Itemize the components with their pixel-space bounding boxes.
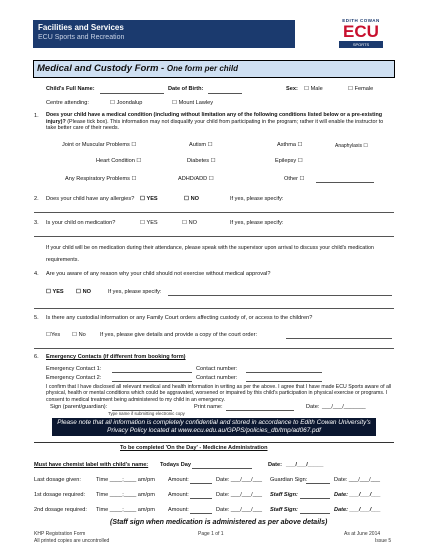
sign-date-label: Date: xyxy=(306,404,320,410)
cond-anaphylaxis[interactable]: Anaphylaxis ☐ xyxy=(335,143,368,149)
dosage-row-2nd-sign-field[interactable] xyxy=(300,513,330,514)
q4-no-checkbox[interactable]: ☐ NO xyxy=(76,289,91,295)
cond-diabetes[interactable]: Diabetes ☐ xyxy=(187,158,216,164)
q4-number: 4. xyxy=(34,271,39,277)
footer-page: Page 1 of 1 xyxy=(198,531,224,537)
contact1-number-label: Contact number: xyxy=(196,366,238,372)
q5-specify-field[interactable] xyxy=(286,338,392,339)
q1-text-bold: Does your child have a medical condition (including without limitation any of the following conditions listed below or a pre-existing injury)? xyxy=(46,112,383,125)
q6-number: 6. xyxy=(34,354,39,360)
cond-epilepsy[interactable]: Epilepsy ☐ xyxy=(275,158,303,164)
dosage-row-last-date[interactable]: Date: ___/___/___ xyxy=(216,477,263,483)
dosage-row-last-time[interactable]: Time ____:____ am/pm xyxy=(96,477,155,483)
dosage-row-last-sign-date[interactable]: Date: ___/___/___ xyxy=(334,477,381,483)
medication-heading: To be completed 'On the Day' - Medicine Administration xyxy=(120,445,268,451)
cond-adhd[interactable]: ADHD/ADD ☐ xyxy=(178,176,214,182)
dosage-row-1st-sign-field[interactable] xyxy=(300,498,330,499)
dosage-row-last-label: Last dosage given: xyxy=(34,477,81,483)
logo-top-text: EDITH COWAN xyxy=(342,18,380,23)
cond-asthma[interactable]: Asthma ☐ xyxy=(277,142,303,148)
org-name: Facilities and Services xyxy=(38,23,124,32)
sign-label: Sign (parent/guardian): xyxy=(50,404,108,410)
logo-bot-text: SPORTS xyxy=(339,41,383,48)
dosage-row-last-amount: Amount: xyxy=(168,477,189,483)
cond-heart[interactable]: Heart Condition ☐ xyxy=(96,158,142,164)
dob-field[interactable] xyxy=(208,93,242,94)
q4-yes-checkbox[interactable]: ☐ YES xyxy=(46,289,64,295)
dosage-row-last-sign: Guardian Sign: xyxy=(270,477,308,483)
contact1-field[interactable] xyxy=(112,372,192,373)
footer-form-name: KHP Registration Form xyxy=(34,531,86,537)
dosage-row-1st-time[interactable]: Time ____:____ am/pm xyxy=(96,492,155,498)
dosage-row-2nd-amount: Amount: xyxy=(168,507,189,513)
dosage-row-1st-label: 1st dosage required: xyxy=(34,492,85,498)
dosage-row-2nd-time[interactable]: Time ____:____ am/pm xyxy=(96,507,155,513)
q5-text: Is there any custodial information or any Family Court orders affecting custody of, or access to the children? xyxy=(46,315,313,321)
today-field[interactable] xyxy=(192,468,252,469)
dosage-row-2nd-label: 2nd dosage required: xyxy=(34,507,87,513)
footer-date: As at June 2014 xyxy=(344,531,381,537)
joondalup-checkbox[interactable]: ☐ Joondalup xyxy=(110,100,143,106)
dosage-row-2nd-sign-date[interactable]: Date: ___/___/___ xyxy=(334,507,381,513)
mount-lawley-checkbox[interactable]: ☐ Mount Lawley xyxy=(172,100,214,106)
q3-specify-field[interactable] xyxy=(34,236,394,237)
consent-text: I confirm that I have disclosed all relevant medical and health information in writing as per the above. I agree that I have made ECU Sports aware of all physical, health or mental conditions which could be aggravated, worsened or impaired by this child's participation in physical exercise or programs. I consent to medical treatment being administered to my child in an emergency. xyxy=(46,384,392,403)
q4-specify-field-2[interactable] xyxy=(34,308,394,309)
q5-no-checkbox[interactable]: ☐ No xyxy=(72,332,86,338)
dosage-row-last-sign-field[interactable] xyxy=(306,483,330,484)
sign-date-field[interactable]: ___/___/_______ xyxy=(322,404,366,410)
q5-specify-field-2[interactable] xyxy=(34,348,394,349)
q2-specify-field[interactable] xyxy=(34,212,394,213)
child-name-label: Child's Full Name: xyxy=(46,86,95,92)
dosage-row-1st-sign-date[interactable]: Date: ___/___/___ xyxy=(334,492,381,498)
dosage-row-1st-amount-field[interactable] xyxy=(190,498,212,499)
typed-name-note: Type name if submitting electronic copy xyxy=(108,411,185,416)
cond-joint[interactable]: Joint or Muscular Problems ☐ xyxy=(62,142,137,148)
q3-specify-label: If yes, please specify: xyxy=(230,220,284,226)
dosage-row-2nd-sign: Staff Sign: xyxy=(270,507,298,513)
q1-number: 1. xyxy=(34,113,39,119)
dosage-row-2nd-date[interactable]: Date: ___/___/___ xyxy=(216,507,263,513)
q5-number: 5. xyxy=(34,315,39,321)
footer-issue: Issue 5 xyxy=(375,538,392,544)
sex-label: Sex: xyxy=(286,86,298,92)
child-name-field[interactable] xyxy=(100,93,164,94)
q6-heading: Emergency Contacts (if different from booking form) xyxy=(46,354,186,360)
chemist-label: Must have chemist label with child's name: xyxy=(34,462,149,468)
footer-uncontrolled: All printed copies are uncontrolled xyxy=(34,538,110,544)
divider xyxy=(34,442,394,443)
page-title xyxy=(37,63,238,74)
dob-label: Date of Birth: xyxy=(168,86,204,92)
privacy-notice-text: Please note that all information is completely confidential and stored in accordance to Edith Cowan University's Privacy Policy located at www.ecu.edu.au/GPPS/policies_db/tmp/ad067.pdf xyxy=(57,419,371,434)
q3-number: 3. xyxy=(34,220,39,226)
logo-mid-text: ECU xyxy=(343,22,379,41)
contact2-label: Emergency Contact 2: xyxy=(46,375,102,381)
contact2-field[interactable] xyxy=(112,381,192,382)
print-name-label: Print name: xyxy=(194,404,223,410)
dosage-row-1st-date[interactable]: Date: ___/___/___ xyxy=(216,492,263,498)
q2-text: Does your child have any allergies? xyxy=(46,196,135,202)
q1-text-rest: (Please tick box). This information may not disqualify your child from participating in the program; rather it will enable the instructor to take better care of their needs. xyxy=(46,118,384,132)
q3-text: Is your child on medication? xyxy=(46,220,116,226)
female-checkbox[interactable]: ☐ Female xyxy=(348,86,374,92)
contact2-number-label: Contact number: xyxy=(196,375,238,381)
ecu-logo xyxy=(331,18,391,56)
q4-text: Are you aware of any reason why your child should not exercise without medical approval? xyxy=(46,271,271,277)
title-main: Medical and Custody Form - xyxy=(37,63,167,74)
male-checkbox[interactable]: ☐ Male xyxy=(304,86,323,92)
q3-no-checkbox[interactable]: ☐ NO xyxy=(182,220,197,226)
q5-yes-checkbox[interactable]: ☐Yes xyxy=(46,332,61,338)
q2-specify-label: If yes, please specify: xyxy=(230,196,284,202)
title-sub: One form per child xyxy=(166,64,238,73)
contact1-label: Emergency Contact 1: xyxy=(46,366,102,372)
dosage-row-2nd-amount-field[interactable] xyxy=(190,513,212,514)
contact2-number-field[interactable] xyxy=(246,381,322,382)
med-date-field[interactable]: ___/___/_____ xyxy=(286,462,324,468)
q2-yes-checkbox[interactable]: ☐ YES xyxy=(140,196,158,202)
q2-no-checkbox[interactable]: ☐ NO xyxy=(184,196,199,202)
dosage-row-last-amount-field[interactable] xyxy=(190,483,212,484)
dept-name: ECU Sports and Recreation xyxy=(38,34,125,41)
med-date-label: Date: xyxy=(268,462,282,468)
cond-autism[interactable]: Autism ☐ xyxy=(189,142,213,148)
q2-number: 2. xyxy=(34,196,39,202)
cond-respiratory[interactable]: Any Respiratory Problems ☐ xyxy=(65,176,137,182)
q3-yes-checkbox[interactable]: ☐ YES xyxy=(140,220,158,226)
dosage-row-1st-amount: Amount: xyxy=(168,492,189,498)
print-name-field[interactable] xyxy=(226,410,294,411)
cond-other[interactable]: Other ☐ xyxy=(284,176,305,182)
centre-label: Centre attending: xyxy=(46,100,89,106)
dosage-row-1st-sign: Staff Sign: xyxy=(270,492,298,498)
other-condition-field[interactable] xyxy=(316,182,374,183)
q1-text xyxy=(46,112,392,132)
contact1-number-field[interactable] xyxy=(246,372,322,373)
q4-specify-label: If yes, please specify: xyxy=(108,289,162,295)
q4-specify-field[interactable] xyxy=(168,295,392,296)
q3-note: If your child will be on medication during their attendance, please speak with the supervisor upon arrival to discuss your child's medication requirements. xyxy=(46,245,374,263)
q5-specify-label: If yes, please give details and provide a copy of the court order: xyxy=(100,332,258,338)
today-label: Todays Day xyxy=(160,462,191,468)
staff-sign-note: (Staff sign when medication is administered as per above details) xyxy=(110,519,328,526)
